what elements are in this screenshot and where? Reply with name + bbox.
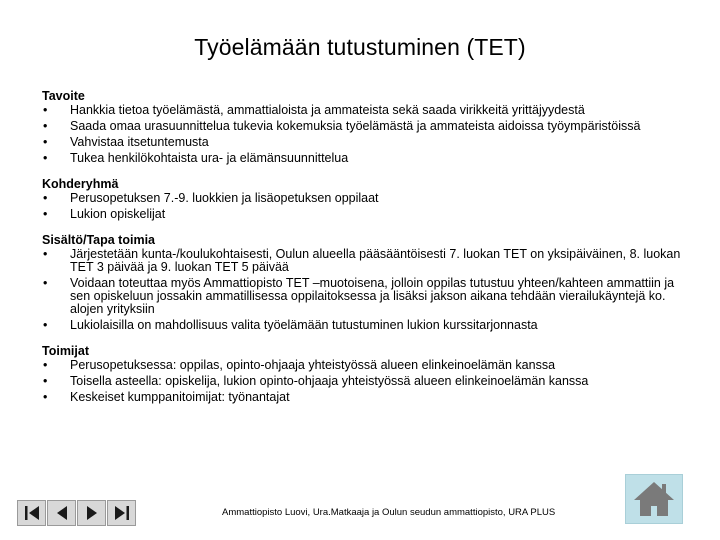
bullet: •	[43, 374, 48, 388]
section-tavoite	[42, 90, 682, 165]
section-heading: Kohderyhmä	[42, 177, 119, 191]
bullet: •	[43, 135, 48, 149]
previous-slide-icon	[52, 504, 72, 522]
last-slide-icon	[112, 504, 132, 522]
list-item	[42, 277, 682, 316]
list-item-text: Voidaan toteuttaa myös Ammattiopisto TET –muotoisena, jolloin oppilas tutustuu yhteen/kahteen ammattiin ja sen opiskeluun jossakin ammatillisessa oppilaitoksessa ja lisäksi jakson aikana tehdään vierailukäyntejä ko. alojen yrityksiin	[70, 276, 675, 316]
slide-content	[42, 90, 682, 417]
bullet: •	[43, 207, 48, 221]
bullet: •	[43, 103, 48, 117]
section-toimijat	[42, 345, 682, 404]
list-item	[42, 319, 682, 332]
list-item-text: Lukiolaisilla on mahdollisuus valita työelämään tutustuminen lukion kurssitarjonnasta	[70, 318, 538, 332]
next-slide-icon	[82, 504, 102, 522]
list-item	[42, 152, 682, 165]
list-item-text: Hankkia tietoa työelämästä, ammattialoista ja ammateista sekä saada virikkeitä yrittäjyydestä	[70, 103, 585, 117]
bullet: •	[43, 318, 48, 332]
list-item-text: Keskeiset kumppanitoimijat: työnantajat	[70, 390, 290, 404]
list-item-text: Saada omaa urasuunnittelua tukevia kokemuksia työelämästä ja ammateista aidoissa työympäristöissä	[70, 119, 641, 133]
list-item	[42, 391, 682, 404]
last-slide-button[interactable]	[107, 500, 136, 526]
list-item	[42, 375, 682, 388]
list-item	[42, 120, 682, 133]
section-heading: Toimijat	[42, 344, 89, 358]
list-item	[42, 208, 682, 221]
first-slide-icon	[22, 504, 42, 522]
section-sisalto	[42, 234, 682, 332]
first-slide-button[interactable]	[17, 500, 46, 526]
list-item	[42, 359, 682, 372]
list-item	[42, 136, 682, 149]
list-item	[42, 192, 682, 205]
bullet: •	[43, 390, 48, 404]
home-icon	[631, 479, 677, 519]
next-slide-button[interactable]	[77, 500, 106, 526]
bullet: •	[43, 247, 48, 261]
list-item-text: Vahvistaa itsetuntemusta	[70, 135, 209, 149]
bullet: •	[43, 191, 48, 205]
section-heading: Tavoite	[42, 89, 85, 103]
slide-navigation	[17, 500, 137, 526]
bullet: •	[43, 358, 48, 372]
footer-text: Ammattiopisto Luovi, Ura.Matkaaja ja Oulun seudun ammattiopisto, URA PLUS	[222, 507, 556, 518]
home-button[interactable]	[625, 474, 683, 524]
section-kohderyhma	[42, 178, 682, 221]
list-item-text: Lukion opiskelijat	[70, 207, 166, 221]
bullet: •	[43, 151, 48, 165]
list-item	[42, 248, 682, 274]
bullet: •	[43, 119, 48, 133]
list-item	[42, 104, 682, 117]
list-item-text: Perusopetuksen 7.-9. luokkien ja lisäopetuksen oppilaat	[70, 191, 379, 205]
section-heading: Sisältö/Tapa toimia	[42, 233, 155, 247]
bullet: •	[43, 276, 48, 290]
slide-title: Työelämään tutustuminen (TET)	[194, 34, 526, 60]
list-item-text: Tukea henkilökohtaista ura- ja elämänsuunnittelua	[70, 151, 349, 165]
previous-slide-button[interactable]	[47, 500, 76, 526]
list-item-text: Toisella asteella: opiskelija, lukion opinto-ohjaaja yhteistyössä alueen elinkeinoelämän kanssa	[70, 374, 589, 388]
list-item-text: Järjestetään kunta-/koulukohtaisesti, Oulun alueella pääsääntöisesti 7. luokan TET on yksipäiväinen, 8. luokan TET 3 päivää ja 9. luokan TET 5 päivää	[70, 247, 681, 274]
list-item-text: Perusopetuksessa: oppilas, opinto-ohjaaja yhteistyössä alueen elinkeinoelämän kanssa	[70, 358, 556, 372]
